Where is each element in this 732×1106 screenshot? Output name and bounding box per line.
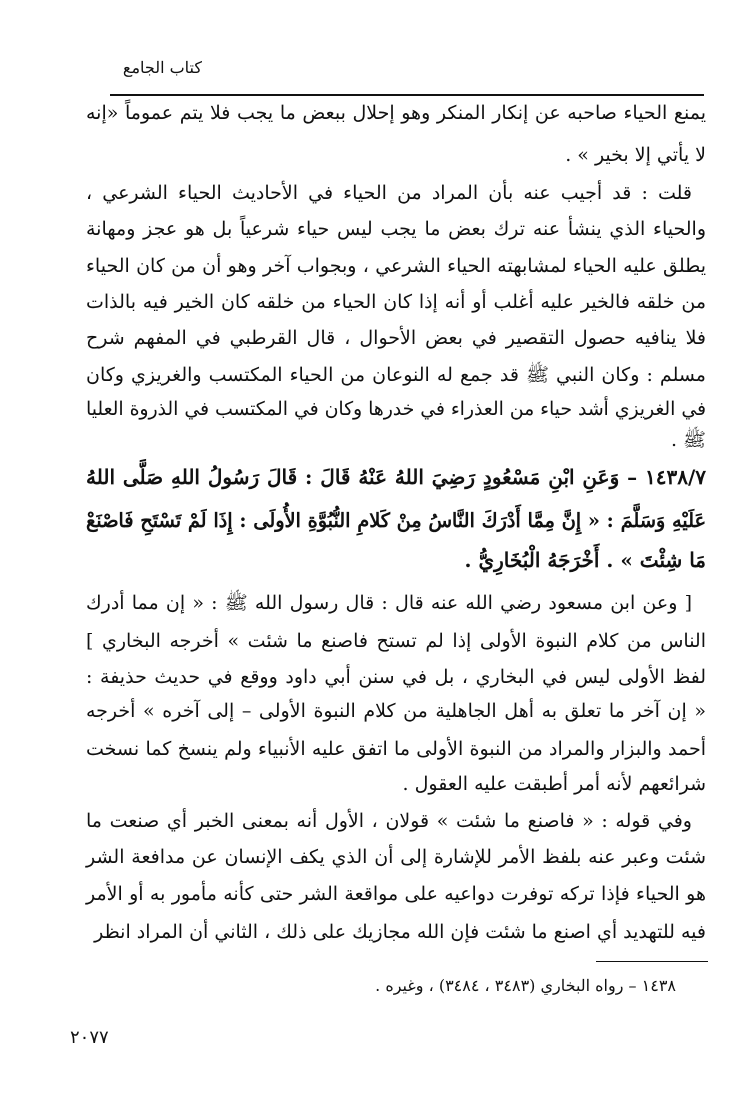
body-text-line: يطلق عليه الحياء لمشابهته الحياء الشرعي ، وبجواب آخر وهو أن من كان الحياء bbox=[86, 255, 706, 277]
body-text-line: لفظ الأولى ليس في البخاري ، بل في سنن أبي داود ووقع في حديث حذيفة : bbox=[86, 666, 706, 688]
body-text-line: لا يأتي إلا بخير » . bbox=[565, 144, 706, 166]
body-text-line: ﷺ . bbox=[670, 429, 706, 451]
hadith-text-line: ١٤٣٨/٧ – وَعَنِ ابْنِ مَسْعُودٍ رَضِيَ اللهُ عَنْهُ قَالَ : قَالَ رَسُولُ اللهِ صَلَّى اللهُ bbox=[86, 465, 706, 489]
hadith-text-line: مَا شِئْتَ » . أَخْرَجَهُ الْبُخَارِيُّ . bbox=[464, 548, 706, 572]
body-text-line: شرائعهم لأنه أمر أطبقت عليه العقول . bbox=[402, 773, 706, 795]
running-header: كتاب الجامع bbox=[122, 58, 202, 77]
body-text-line: فيه للتهديد أي اصنع ما شئت فإن الله مجازيك على ذلك ، الثاني أن المراد انظر bbox=[94, 921, 706, 943]
body-text-line: الناس من كلام النبوة الأولى إذا لم تستح فاصنع ما شئت » أخرجه البخاري ] bbox=[86, 630, 706, 652]
body-text-line: مسلم : وكان النبي ﷺ قد جمع له النوعان من الحياء المكتسب والغريزي وكان bbox=[86, 364, 706, 386]
body-text-line: « إن آخر ما تعلق به أهل الجاهلية من كلام النبوة الأولى – إلى آخره » أخرجه bbox=[86, 700, 706, 722]
page-number: ٢٠٧٧ bbox=[70, 1027, 109, 1048]
hadith-text-line: عَلَيْهِ وَسَلَّمَ : « إِنَّ مِمَّا أَدْرَكَ النَّاسُ مِنْ كَلامِ النُّبُوَّةِ الأُولَى : إِذَا لَمْ تَسْتَحِ فَاصْنَعْ bbox=[86, 509, 706, 532]
footnote: ١٤٣٨ – رواه البخاري (٣٤٨٣ ، ٣٤٨٤) ، وغيره . bbox=[375, 976, 676, 995]
body-text-line: أحمد والبزار والمراد من النبوة الأولى ما اتفق عليه الأنبياء ولم ينسخ كما نسخت bbox=[86, 738, 706, 760]
body-text-line: شئت وعبر عنه بلفظ الأمر للإشارة إلى أن الذي يكف الإنسان عن مدافعة الشر bbox=[86, 846, 706, 868]
body-text-line: في الغريزي أشد حياء من العذراء في خدرها وكان في المكتسب في الذروة العليا bbox=[86, 399, 706, 420]
body-text-line: [ وعن ابن مسعود رضي الله عنه قال : قال رسول الله ﷺ : « إن مما أدرك bbox=[86, 592, 692, 614]
body-text-line: من خلقه فالخير عليه أغلب أو أنه إذا كان الحياء من خلقه كان الخير فيه بالذات bbox=[86, 291, 706, 313]
footnote-rule bbox=[596, 961, 708, 962]
body-text-line: هو الحياء فإذا تركه توفرت دواعيه على مواقعة الشر حتى كأنه مأمور به أو الأمر bbox=[86, 883, 706, 905]
header-rule bbox=[110, 94, 704, 96]
body-text-line: قلت : قد أجيب عنه بأن المراد من الحياء في الأحاديث الحياء الشرعي ، bbox=[86, 182, 692, 204]
body-text-line: يمنع الحياء صاحبه عن إنكار المنكر وهو إحلال ببعض ما يجب فلا يتم عموماً «إنه bbox=[86, 102, 706, 124]
body-text-line: وفي قوله : « فاصنع ما شئت » قولان ، الأول أنه بمعنى الخبر أي صنعت ما bbox=[86, 810, 692, 832]
body-text-line: والحياء الذي ينشأ عنه ترك بعض ما يجب ليس حياء شرعياً بل هو عجز ومهانة bbox=[86, 218, 706, 240]
body-text-line: فلا ينافيه حصول التقصير في بعض الأحوال ، قال القرطبي في المفهم شرح bbox=[86, 327, 706, 349]
